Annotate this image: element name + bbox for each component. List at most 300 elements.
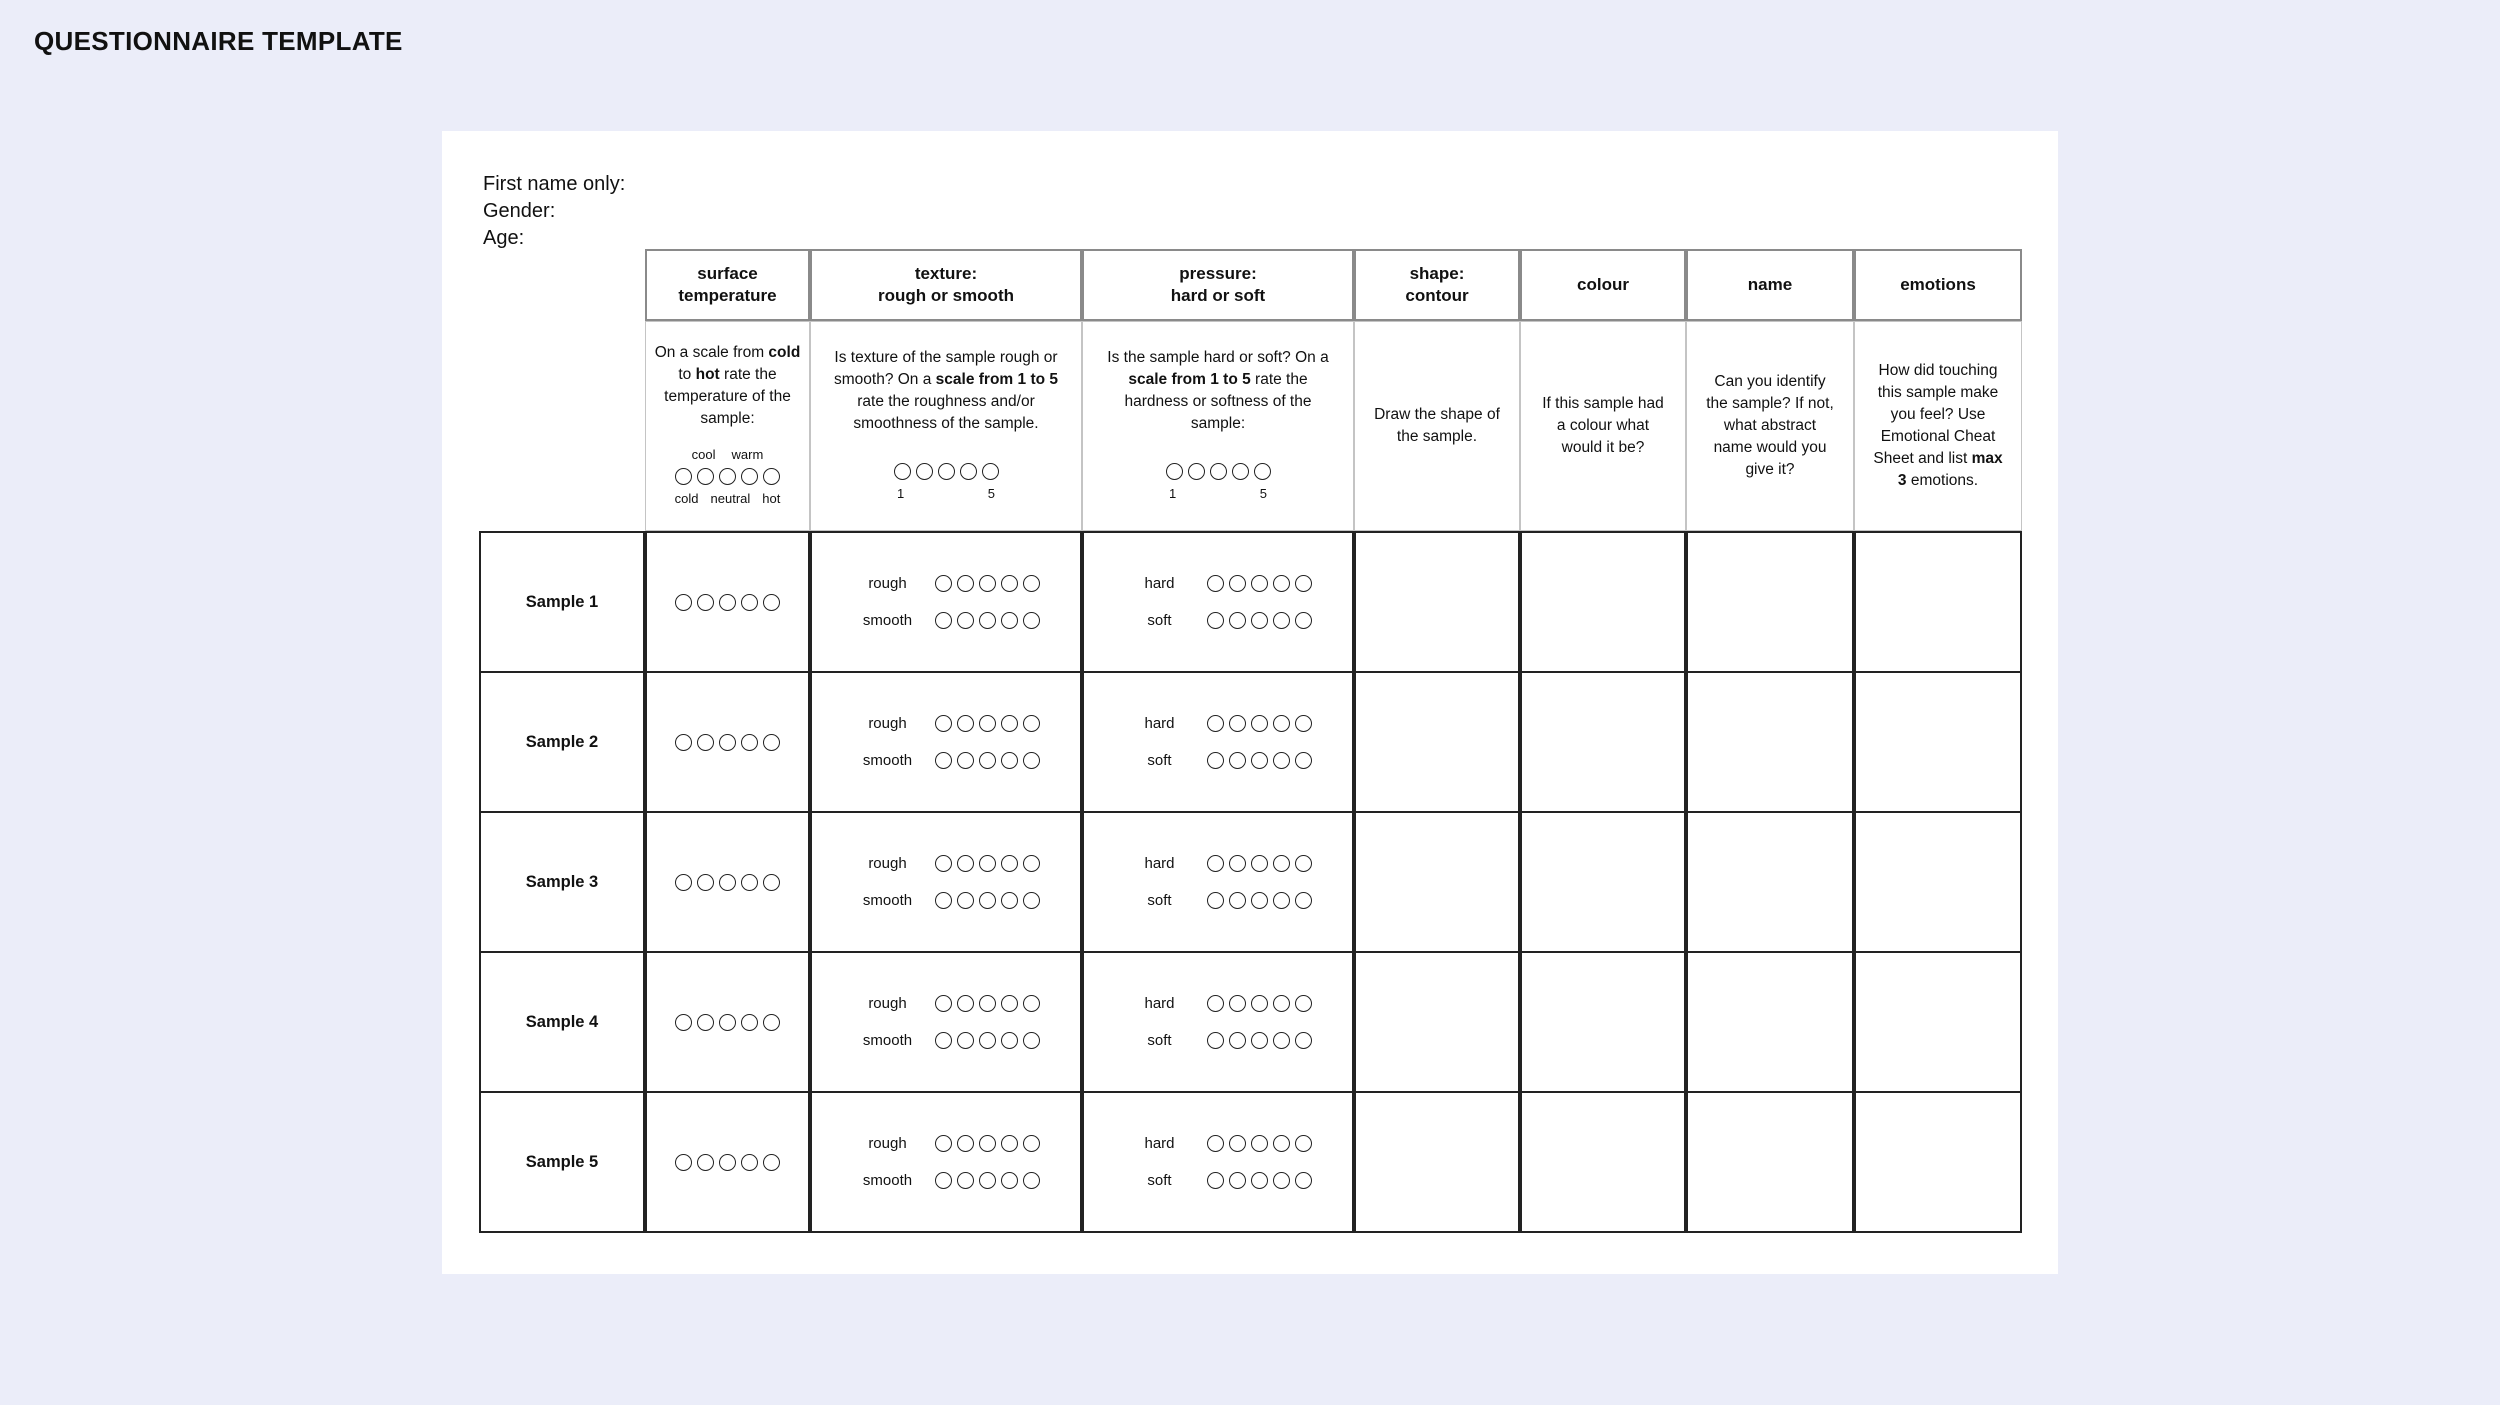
scale-label: warm	[731, 447, 764, 462]
rating-circle-4[interactable]	[1001, 892, 1018, 909]
sample-label-text: Sample 1	[525, 592, 599, 611]
rating-circle-1[interactable]	[935, 855, 952, 872]
rating-circle-1[interactable]	[935, 715, 952, 732]
rating-circle-3[interactable]	[979, 1172, 996, 1189]
rating-circle-2[interactable]	[957, 1032, 974, 1049]
hard-rating-row	[1125, 1135, 1312, 1152]
description-text: rate the roughness and/or smoothness of the sample.	[853, 393, 1039, 432]
rough-rating	[935, 995, 1040, 1012]
header-line: shape:	[1409, 264, 1465, 283]
description-colour	[1520, 321, 1686, 531]
rating-circle-2[interactable]	[1229, 995, 1246, 1012]
rating-circle-5[interactable]	[1295, 892, 1312, 909]
texture-scale	[891, 463, 1001, 505]
temperature-rating	[675, 874, 780, 891]
description-paragraph	[1863, 360, 2013, 492]
questionnaire-table	[479, 249, 2022, 1233]
temperature-scale-circles	[675, 468, 780, 485]
rough-rating	[935, 855, 1040, 872]
sample-5-label	[479, 1091, 645, 1233]
hard-rating	[1207, 1135, 1312, 1152]
header-surface-temperature	[645, 249, 810, 321]
rating-circle-2[interactable]	[1229, 575, 1246, 592]
rating-circle-2[interactable]	[697, 874, 714, 891]
rough-label: rough	[868, 995, 907, 1012]
sample-5-emotions-answer[interactable]	[1854, 1091, 2022, 1233]
rating-circle-1[interactable]	[1207, 855, 1224, 872]
temperature-rating	[675, 1014, 780, 1031]
rating-circle-2[interactable]	[1229, 1032, 1246, 1049]
rating-circle-4[interactable]	[1232, 463, 1249, 480]
description-texture	[810, 321, 1082, 531]
rating-circle-1[interactable]	[935, 892, 952, 909]
rating-circle-5[interactable]	[1295, 1135, 1312, 1152]
rating-circle-1[interactable]	[1207, 1032, 1224, 1049]
rating-circle-1[interactable]	[1207, 1135, 1224, 1152]
rating-circle-4[interactable]	[1001, 995, 1018, 1012]
description-text: Is the sample hard or soft? On a	[1107, 349, 1329, 366]
scale-top-labels	[692, 444, 764, 466]
description-text: emotions.	[1910, 472, 1979, 489]
rough-rating	[935, 1135, 1040, 1152]
rough-rating-row	[853, 715, 1040, 732]
header-line: name	[1747, 275, 1793, 294]
sample-3-label	[479, 811, 645, 953]
rough-rating-row	[853, 1135, 1040, 1152]
sample-1-name-answer[interactable]	[1686, 531, 1854, 673]
rating-circle-5[interactable]	[1295, 1172, 1312, 1189]
smooth-rating	[935, 752, 1040, 769]
sample-4-label	[479, 951, 645, 1093]
rating-circle-3[interactable]	[1251, 1172, 1268, 1189]
scale-label: cool	[691, 447, 716, 462]
rating-circle-5[interactable]	[763, 594, 780, 611]
sample-3-temperature	[645, 811, 810, 953]
rating-circle-3[interactable]	[719, 1014, 736, 1031]
sample-4-shape-answer[interactable]	[1354, 951, 1520, 1093]
rough-rating-row	[853, 855, 1040, 872]
sample-3-pressure	[1082, 811, 1354, 953]
soft-rating-row	[1125, 752, 1312, 769]
smooth-rating	[935, 1172, 1040, 1189]
texture-ratings	[853, 995, 1040, 1049]
rating-circle-3[interactable]	[719, 468, 736, 485]
hard-rating	[1207, 575, 1312, 592]
rating-circle-5[interactable]	[1254, 463, 1271, 480]
sample-2-pressure	[1082, 671, 1354, 813]
sample-1-emotions-answer[interactable]	[1854, 531, 2022, 673]
header-line: surface	[697, 264, 758, 283]
rating-circle-1[interactable]	[1207, 1172, 1224, 1189]
rating-circle-3[interactable]	[979, 715, 996, 732]
smooth-rating-row	[853, 1032, 1040, 1049]
rating-circle-5[interactable]	[1023, 1032, 1040, 1049]
rating-circle-5[interactable]	[763, 1014, 780, 1031]
rating-circle-2[interactable]	[697, 468, 714, 485]
pressure-ratings	[1125, 1135, 1312, 1189]
rating-circle-5[interactable]	[763, 734, 780, 751]
hard-label: hard	[1144, 715, 1175, 732]
rating-circle-4[interactable]	[1273, 995, 1290, 1012]
description-text: to	[678, 366, 692, 383]
rating-circle-4[interactable]	[1001, 855, 1018, 872]
sample-5-texture	[810, 1091, 1082, 1233]
sample-3-colour-answer[interactable]	[1520, 811, 1686, 953]
rating-circle-2[interactable]	[697, 1154, 714, 1171]
rating-circle-4[interactable]	[1273, 1032, 1290, 1049]
pressure-scale	[1163, 463, 1273, 505]
header-line: hard or soft	[1170, 286, 1266, 305]
hard-label: hard	[1144, 575, 1175, 592]
sample-1-shape-answer[interactable]	[1354, 531, 1520, 673]
rating-circle-3[interactable]	[1210, 463, 1227, 480]
rating-circle-2[interactable]	[957, 995, 974, 1012]
rough-label: rough	[868, 715, 907, 732]
rating-circle-3[interactable]	[1251, 612, 1268, 629]
rating-circle-1[interactable]	[935, 1135, 952, 1152]
rating-circle-4[interactable]	[741, 734, 758, 751]
rating-circle-5[interactable]	[1023, 995, 1040, 1012]
rating-circle-2[interactable]	[957, 612, 974, 629]
smooth-rating-row	[853, 752, 1040, 769]
rating-circle-4[interactable]	[1001, 752, 1018, 769]
scale-max-label: 5	[987, 486, 995, 501]
smooth-rating	[935, 892, 1040, 909]
rating-circle-2[interactable]	[957, 715, 974, 732]
rating-circle-5[interactable]	[1295, 715, 1312, 732]
rating-circle-4[interactable]	[1001, 1172, 1018, 1189]
temperature-rating	[675, 1154, 780, 1171]
sample-2-texture	[810, 671, 1082, 813]
rating-circle-3[interactable]	[979, 612, 996, 629]
rating-circle-5[interactable]	[1023, 1172, 1040, 1189]
rating-circle-3[interactable]	[719, 734, 736, 751]
rating-circle-4[interactable]	[960, 463, 977, 480]
rating-circle-5[interactable]	[1023, 715, 1040, 732]
pressure-ratings	[1125, 715, 1312, 769]
soft-rating	[1207, 892, 1312, 909]
emphasis-text: max 3	[1897, 450, 2003, 489]
rating-circle-4[interactable]	[1001, 612, 1018, 629]
sample-1-temperature	[645, 531, 810, 673]
description-text: rate the hardness or softness of the sample:	[1124, 371, 1312, 432]
sample-2-shape-answer[interactable]	[1354, 671, 1520, 813]
sample-4-colour-answer[interactable]	[1520, 951, 1686, 1093]
soft-rating	[1207, 612, 1312, 629]
sample-3-name-answer[interactable]	[1686, 811, 1854, 953]
emphasis-text: hot	[695, 366, 720, 383]
rating-circle-2[interactable]	[1229, 752, 1246, 769]
rating-circle-1[interactable]	[1207, 752, 1224, 769]
sample-4-texture	[810, 951, 1082, 1093]
rating-circle-1[interactable]	[935, 612, 952, 629]
rating-circle-1[interactable]	[675, 1014, 692, 1031]
rating-circle-1[interactable]	[1207, 995, 1224, 1012]
rating-circle-4[interactable]	[741, 1154, 758, 1171]
rating-circle-3[interactable]	[979, 575, 996, 592]
sample-label-text: Sample 4	[525, 1012, 599, 1031]
emphasis-text: cold	[768, 344, 801, 361]
rating-circle-1[interactable]	[935, 575, 952, 592]
rating-circle-3[interactable]	[719, 874, 736, 891]
rough-label: rough	[868, 1135, 907, 1152]
scale-min-label: 1	[897, 486, 905, 501]
rating-circle-2[interactable]	[916, 463, 933, 480]
rating-circle-1[interactable]	[675, 734, 692, 751]
texture-ratings	[853, 715, 1040, 769]
rating-circle-5[interactable]	[1295, 855, 1312, 872]
texture-ratings	[853, 1135, 1040, 1189]
rating-circle-2[interactable]	[1229, 1172, 1246, 1189]
rating-circle-5[interactable]	[1295, 612, 1312, 629]
rating-circle-3[interactable]	[979, 855, 996, 872]
rating-circle-1[interactable]	[935, 995, 952, 1012]
rating-circle-3[interactable]	[979, 995, 996, 1012]
description-text: On a scale from	[654, 344, 765, 361]
description-name	[1686, 321, 1854, 531]
smooth-rating-row	[853, 1172, 1040, 1189]
hard-rating-row	[1125, 575, 1312, 592]
smooth-label: smooth	[862, 612, 913, 629]
rating-circle-1[interactable]	[1166, 463, 1183, 480]
soft-label: soft	[1147, 752, 1172, 769]
scale-bottom-labels	[675, 488, 781, 510]
texture-ratings	[853, 575, 1040, 629]
rating-circle-1[interactable]	[935, 1032, 952, 1049]
soft-label: soft	[1147, 612, 1172, 629]
description-paragraph: Draw the shape of the sample.	[1374, 406, 1500, 445]
rating-circle-4[interactable]	[1273, 612, 1290, 629]
texture-scale-circles	[894, 463, 999, 480]
hard-rating-row	[1125, 995, 1312, 1012]
header-pressure	[1082, 249, 1354, 321]
description-text: How did touching this sample make you feel? Use Emotional Cheat Sheet and list	[1873, 362, 1999, 467]
rating-circle-2[interactable]	[1229, 892, 1246, 909]
rating-circle-2[interactable]	[957, 575, 974, 592]
rating-circle-3[interactable]	[1251, 752, 1268, 769]
sample-1-label	[479, 531, 645, 673]
rating-circle-1[interactable]	[1207, 575, 1224, 592]
questionnaire-sheet	[442, 131, 2058, 1274]
rating-circle-1[interactable]	[894, 463, 911, 480]
rough-rating-row	[853, 995, 1040, 1012]
header-line: temperature	[678, 286, 777, 305]
rating-circle-5[interactable]	[1023, 575, 1040, 592]
age-field[interactable]: Age:	[483, 227, 525, 249]
rating-circle-4[interactable]	[1001, 575, 1018, 592]
sample-1-colour-answer[interactable]	[1520, 531, 1686, 673]
sample-3-shape-answer[interactable]	[1354, 811, 1520, 953]
rating-circle-1[interactable]	[675, 594, 692, 611]
sample-2-name-answer[interactable]	[1686, 671, 1854, 813]
sample-label-text: Sample 3	[525, 872, 599, 891]
rating-circle-1[interactable]	[935, 1172, 952, 1189]
rating-circle-5[interactable]	[1023, 752, 1040, 769]
rating-circle-2[interactable]	[697, 734, 714, 751]
scale-max-label: 5	[1259, 486, 1267, 501]
rating-circle-3[interactable]	[1251, 1032, 1268, 1049]
rating-circle-4[interactable]	[741, 874, 758, 891]
hard-rating	[1207, 995, 1312, 1012]
rating-circle-4[interactable]	[741, 468, 758, 485]
sample-5-shape-answer[interactable]	[1354, 1091, 1520, 1233]
smooth-label: smooth	[862, 1172, 913, 1189]
rating-circle-2[interactable]	[957, 752, 974, 769]
soft-rating	[1207, 1032, 1312, 1049]
hard-label: hard	[1144, 995, 1175, 1012]
rating-circle-5[interactable]	[1023, 612, 1040, 629]
hard-label: hard	[1144, 855, 1175, 872]
rating-circle-4[interactable]	[1273, 752, 1290, 769]
header-line: pressure:	[1179, 264, 1257, 283]
smooth-rating-row	[853, 612, 1040, 629]
scale-numbers	[891, 483, 1001, 505]
rating-circle-1[interactable]	[675, 874, 692, 891]
rating-circle-5[interactable]	[763, 1154, 780, 1171]
sample-2-colour-answer[interactable]	[1520, 671, 1686, 813]
header-line: texture:	[914, 264, 978, 283]
sample-5-name-answer[interactable]	[1686, 1091, 1854, 1233]
pressure-ratings	[1125, 995, 1312, 1049]
rating-circle-5[interactable]	[1295, 575, 1312, 592]
rough-rating-row	[853, 575, 1040, 592]
scale-min-label: 1	[1169, 486, 1177, 501]
rating-circle-2[interactable]	[957, 892, 974, 909]
rating-circle-2[interactable]	[1229, 612, 1246, 629]
header-colour	[1520, 249, 1686, 321]
sample-2-temperature	[645, 671, 810, 813]
respondent-fields	[483, 171, 625, 252]
rating-circle-5[interactable]	[1295, 995, 1312, 1012]
rating-circle-3[interactable]	[979, 752, 996, 769]
rating-circle-5[interactable]	[1295, 752, 1312, 769]
sample-1-pressure	[1082, 531, 1354, 673]
rating-circle-2[interactable]	[957, 1172, 974, 1189]
header-line: contour	[1405, 286, 1469, 305]
description-paragraph: Can you identify the sample? If not, what abstract name would you give it?	[1706, 373, 1834, 478]
temperature-rating	[675, 594, 780, 611]
hard-rating	[1207, 715, 1312, 732]
smooth-rating-row	[853, 892, 1040, 909]
rating-circle-4[interactable]	[1001, 1135, 1018, 1152]
sample-4-name-answer[interactable]	[1686, 951, 1854, 1093]
description-text: Is texture of the sample rough or smooth? On a	[834, 349, 1058, 388]
first-name-field[interactable]: First name only:	[483, 173, 626, 195]
rating-circle-4[interactable]	[1273, 575, 1290, 592]
emphasis-text: scale from 1 to 5	[1128, 371, 1251, 388]
rating-circle-2[interactable]	[697, 1014, 714, 1031]
rating-circle-2[interactable]	[957, 1135, 974, 1152]
rating-circle-3[interactable]	[1251, 855, 1268, 872]
rating-circle-3[interactable]	[1251, 1135, 1268, 1152]
sample-1-texture	[810, 531, 1082, 673]
temperature-scale	[675, 444, 781, 510]
rating-circle-3[interactable]	[1251, 892, 1268, 909]
rating-circle-5[interactable]	[763, 468, 780, 485]
soft-label: soft	[1147, 892, 1172, 909]
rough-label: rough	[868, 855, 907, 872]
rating-circle-2[interactable]	[1229, 855, 1246, 872]
description-paragraph	[1091, 347, 1345, 435]
rating-circle-2[interactable]	[957, 855, 974, 872]
rating-circle-2[interactable]	[1229, 1135, 1246, 1152]
gender-field[interactable]: Gender:	[483, 200, 556, 222]
rating-circle-3[interactable]	[938, 463, 955, 480]
rating-circle-3[interactable]	[1251, 575, 1268, 592]
rating-circle-3[interactable]	[1251, 995, 1268, 1012]
rating-circle-2[interactable]	[1229, 715, 1246, 732]
rating-circle-4[interactable]	[741, 1014, 758, 1031]
sample-2-emotions-answer[interactable]	[1854, 671, 2022, 813]
pressure-ratings	[1125, 575, 1312, 629]
rating-circle-4[interactable]	[1273, 715, 1290, 732]
rating-circle-4[interactable]	[1273, 1172, 1290, 1189]
pressure-scale-circles	[1166, 463, 1271, 480]
soft-label: soft	[1147, 1172, 1172, 1189]
rating-circle-3[interactable]	[719, 1154, 736, 1171]
rating-circle-5[interactable]	[1295, 1032, 1312, 1049]
rough-rating	[935, 575, 1040, 592]
smooth-label: smooth	[862, 892, 913, 909]
description-paragraph	[819, 347, 1073, 435]
rating-circle-1[interactable]	[1207, 892, 1224, 909]
rating-circle-1[interactable]	[675, 1154, 692, 1171]
rough-rating	[935, 715, 1040, 732]
rating-circle-1[interactable]	[935, 752, 952, 769]
smooth-rating	[935, 612, 1040, 629]
rating-circle-5[interactable]	[1023, 855, 1040, 872]
sample-4-pressure	[1082, 951, 1354, 1093]
sample-4-emotions-answer[interactable]	[1854, 951, 2022, 1093]
rating-circle-4[interactable]	[1273, 855, 1290, 872]
rating-circle-4[interactable]	[1001, 715, 1018, 732]
page-title: QUESTIONNAIRE TEMPLATE	[34, 26, 403, 56]
rating-circle-3[interactable]	[1251, 715, 1268, 732]
description-surface-temperature	[645, 321, 810, 531]
description-paragraph: If this sample had a colour what would it be?	[1542, 395, 1664, 456]
header-name	[1686, 249, 1854, 321]
rating-circle-4[interactable]	[741, 594, 758, 611]
rating-circle-3[interactable]	[979, 892, 996, 909]
sample-3-emotions-answer[interactable]	[1854, 811, 2022, 953]
rating-circle-4[interactable]	[1001, 1032, 1018, 1049]
soft-rating	[1207, 1172, 1312, 1189]
rating-circle-3[interactable]	[979, 1032, 996, 1049]
soft-rating-row	[1125, 1172, 1312, 1189]
rating-circle-5[interactable]	[1023, 1135, 1040, 1152]
rating-circle-2[interactable]	[1188, 463, 1205, 480]
rating-circle-5[interactable]	[1023, 892, 1040, 909]
texture-ratings	[853, 855, 1040, 909]
pressure-ratings	[1125, 855, 1312, 909]
header-shape	[1354, 249, 1520, 321]
rough-label: rough	[868, 575, 907, 592]
rating-circle-3[interactable]	[719, 594, 736, 611]
rating-circle-4[interactable]	[1273, 1135, 1290, 1152]
sample-5-colour-answer[interactable]	[1520, 1091, 1686, 1233]
sample-3-texture	[810, 811, 1082, 953]
rating-circle-1[interactable]	[675, 468, 692, 485]
header-line: rough or smooth	[878, 286, 1014, 305]
rating-circle-4[interactable]	[1273, 892, 1290, 909]
rating-circle-5[interactable]	[763, 874, 780, 891]
header-texture	[810, 249, 1082, 321]
rating-circle-5[interactable]	[982, 463, 999, 480]
rating-circle-2[interactable]	[697, 594, 714, 611]
rating-circle-1[interactable]	[1207, 612, 1224, 629]
rating-circle-3[interactable]	[979, 1135, 996, 1152]
rating-circle-1[interactable]	[1207, 715, 1224, 732]
